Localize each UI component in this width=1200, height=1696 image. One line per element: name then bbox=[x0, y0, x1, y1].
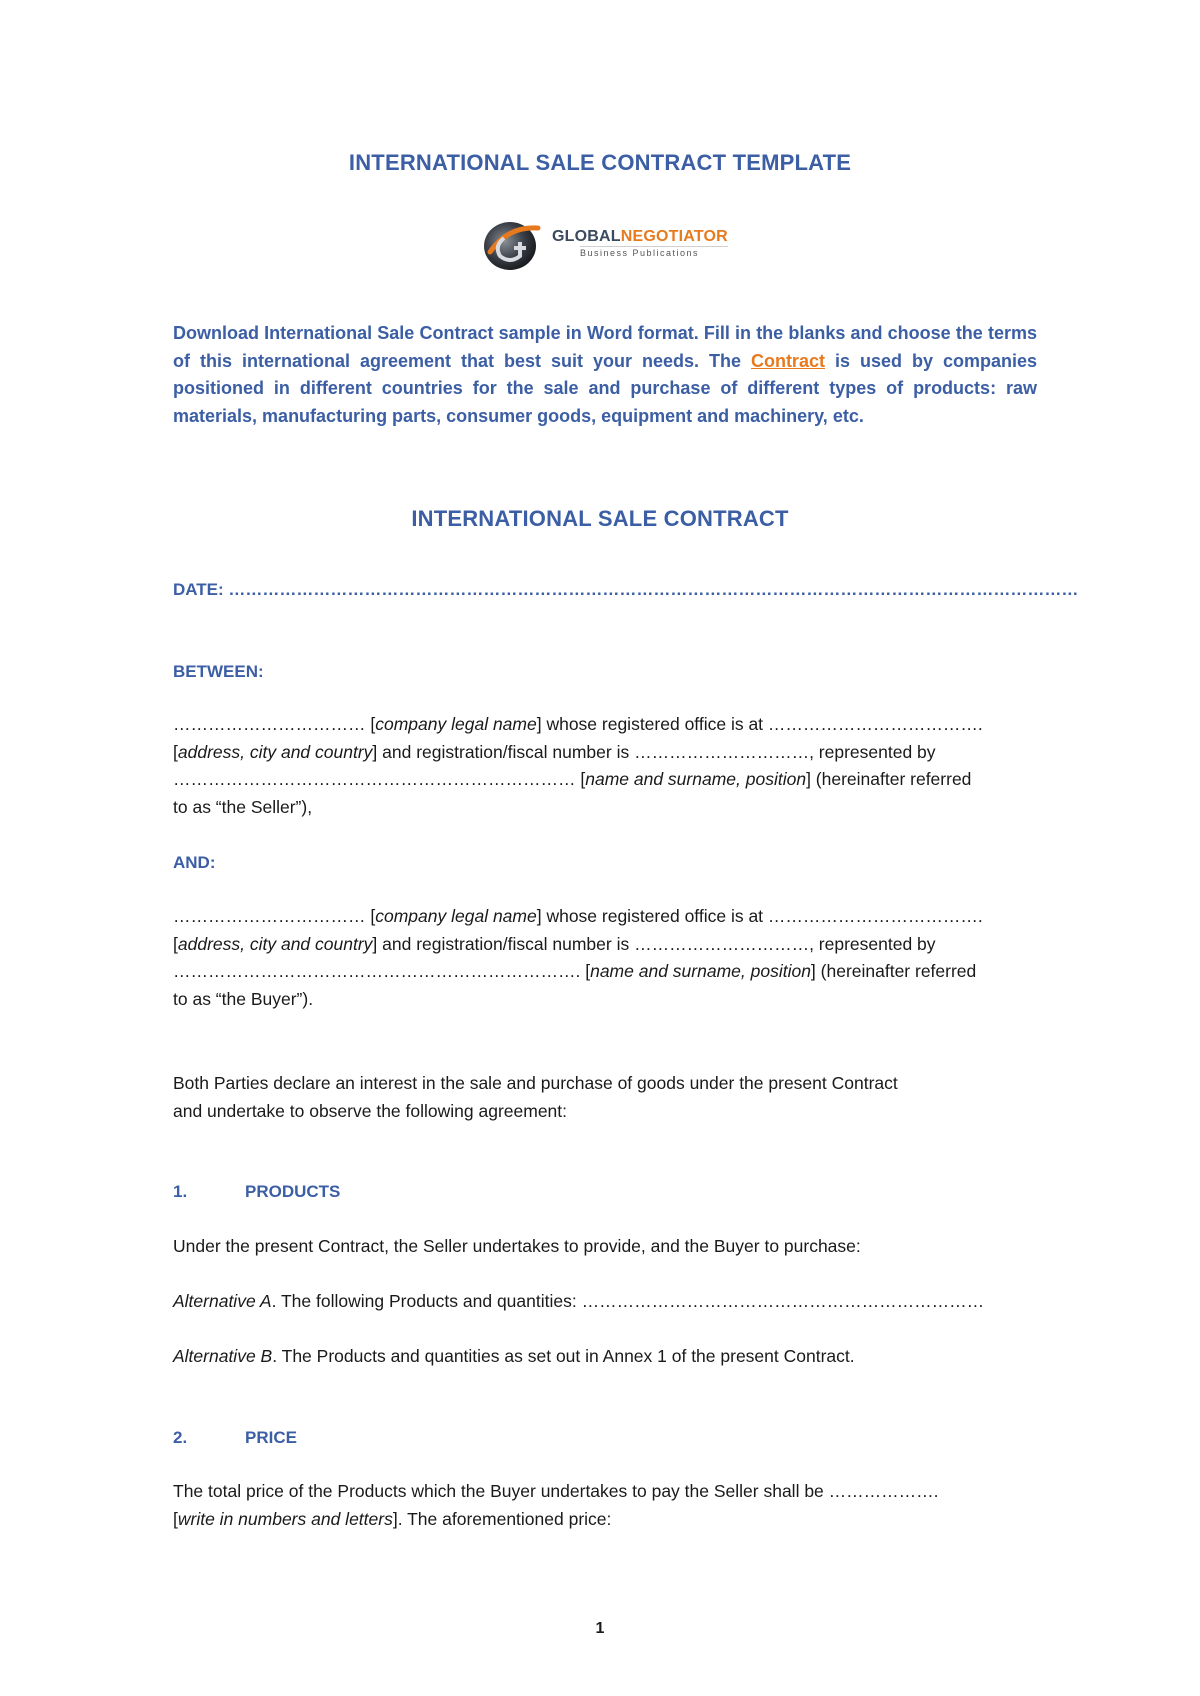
section-2-number: 2. bbox=[173, 1428, 188, 1447]
logo-subtitle: Business Publications bbox=[580, 246, 728, 258]
logo-name bbox=[552, 228, 728, 246]
document-title: INTERNATIONAL SALE CONTRACT TEMPLATE bbox=[348, 150, 852, 175]
intro-text-cont: is used by companies positioned in different countries for the sale and purchase of different types of products: raw materials, manufacturing parts, consumer goods, equipment and machinery, etc. bbox=[173, 350, 1037, 426]
buyer-block: …………………………… [company legal name] whose registered office is at ………………………………. [address, city and country] and registration/fiscal number is …………………………, represented by ……………………………………………………………. [name and surname, position] (hereinafter referred to as “the Buyer”). bbox=[173, 906, 983, 1009]
logo-name-part2: NEGOTIATOR bbox=[620, 228, 728, 245]
alternative-a: Alternative A. The following Products and quantities: …………………………………………………………… bbox=[173, 1291, 985, 1311]
globe-g-logo-icon bbox=[480, 212, 544, 274]
intro-paragraph bbox=[173, 320, 1037, 430]
both-parties-paragraph: Both Parties declare an interest in the sale and purchase of goods under the present Contract and undertake to observe the following agreement: bbox=[173, 1073, 898, 1121]
seller-block: …………………………… [company legal name] whose registered office is at ………………………………. [address, city and country] and registration/fiscal number is …………………………, represented by …………………………………………………………… [name and surname, position] (hereinafter referred to as “the Seller”), bbox=[173, 714, 983, 817]
date-field: DATE: …………………………………………………………………………………………………………………………………… bbox=[173, 580, 1079, 599]
section-1-heading bbox=[173, 1182, 340, 1202]
section-1-title: PRODUCTS bbox=[245, 1182, 341, 1201]
section-1-number: 1. bbox=[173, 1182, 188, 1201]
section-2-heading bbox=[173, 1428, 297, 1448]
alternative-b: Alternative B. The Products and quantities as set out in Annex 1 of the present Contract. bbox=[173, 1346, 855, 1366]
logo bbox=[480, 212, 740, 274]
logo-name-part1: GLOBAL bbox=[552, 228, 621, 245]
page-number: 1 bbox=[595, 1620, 605, 1637]
between-label: BETWEEN: bbox=[173, 662, 264, 681]
section-1-intro: Under the present Contract, the Seller undertakes to provide, and the Buyer to purchase: bbox=[173, 1236, 861, 1256]
section-2-paragraph: The total price of the Products which the Buyer undertakes to pay the Seller shall be ………………. [write in numbers and letters]. The aforementioned price: bbox=[173, 1481, 939, 1529]
section-2-title: PRICE bbox=[245, 1428, 297, 1447]
and-label: AND: bbox=[173, 853, 216, 872]
contract-title: INTERNATIONAL SALE CONTRACT bbox=[411, 506, 789, 531]
contract-link[interactable]: Contract bbox=[750, 350, 825, 371]
intro-text: Download International Sale Contract sample in Word format. Fill in the blanks and choose the terms of this international agreement that best suit your needs. The bbox=[173, 323, 1037, 371]
